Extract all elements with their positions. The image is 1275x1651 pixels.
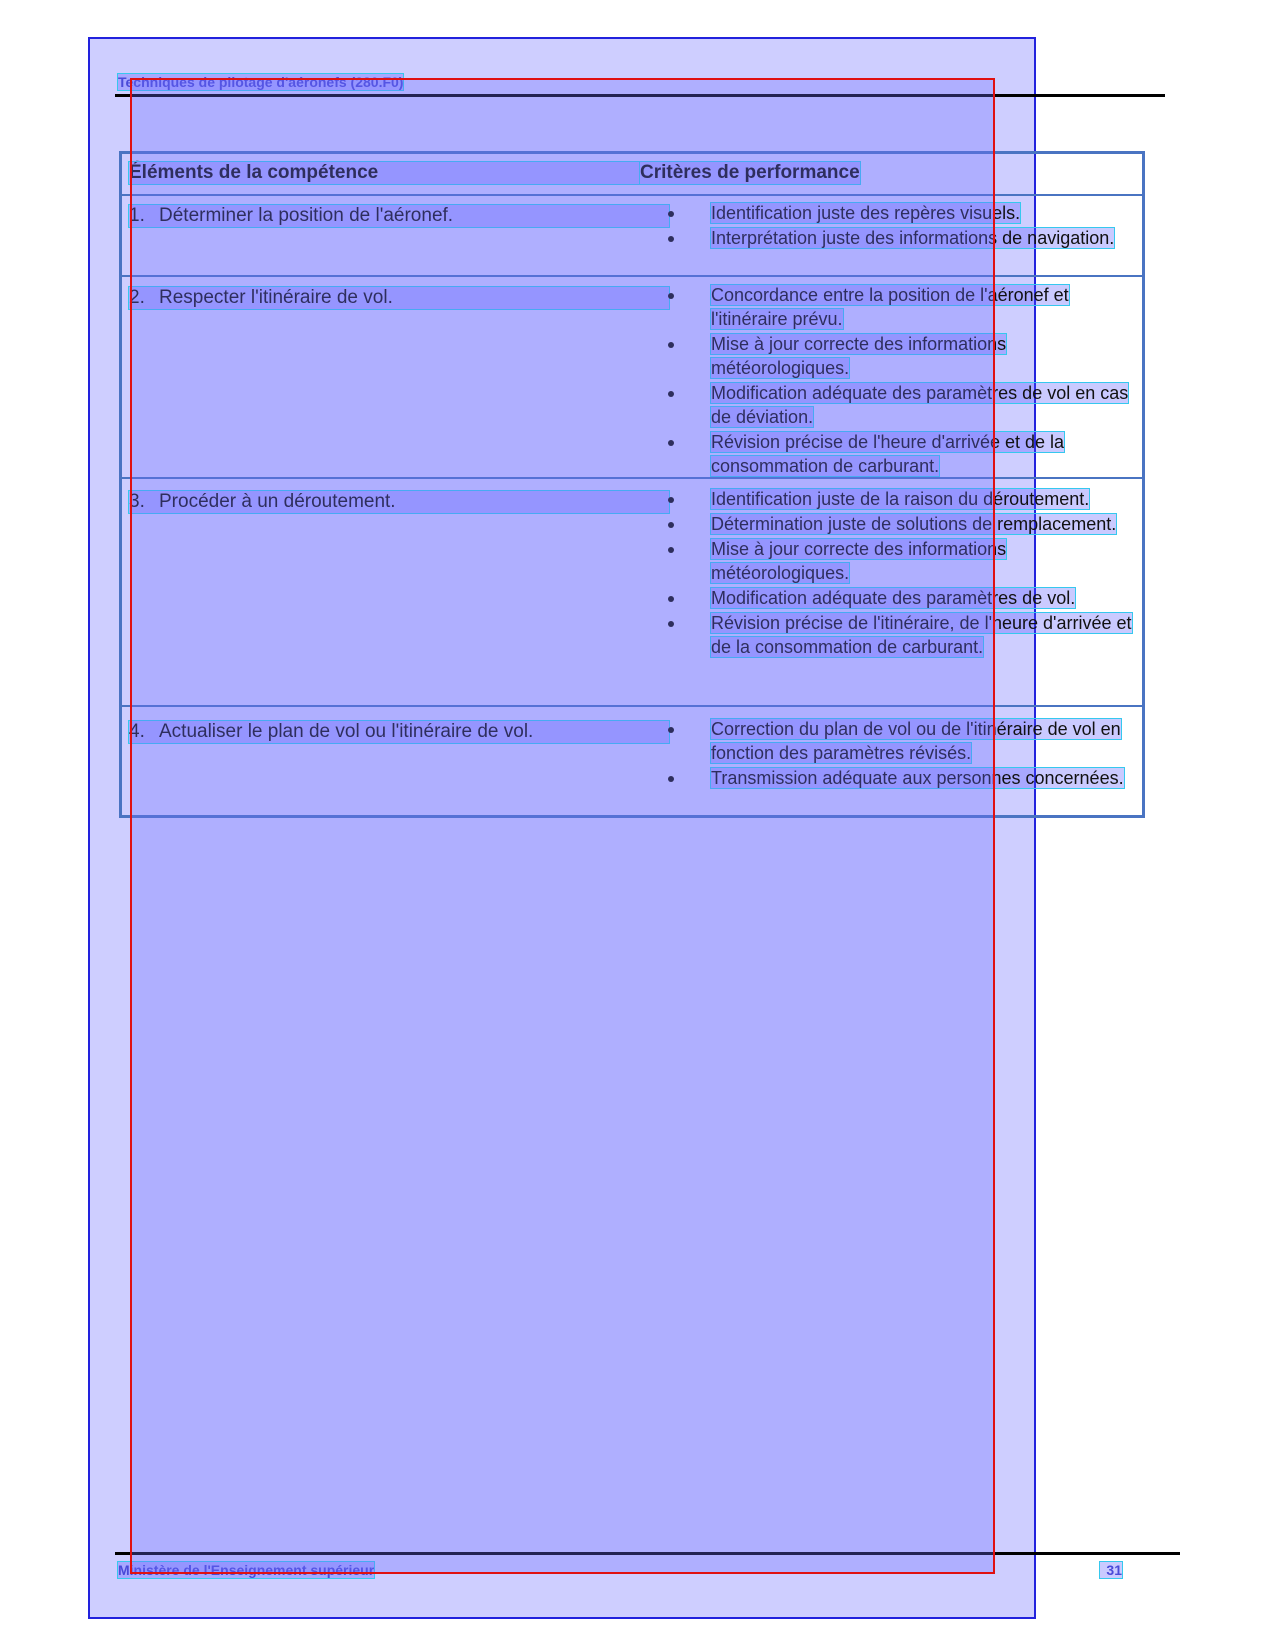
criteria-item: Concordance entre la position de l'aéronef et l'itinéraire prévu. <box>668 283 1138 331</box>
element-text: Actualiser le plan de vol ou l'itinéraire de vol. <box>159 721 534 742</box>
page-header-title: Techniques de pilotage d'aéronefs (280.F0) <box>118 74 404 90</box>
annotation-inner-region <box>130 78 995 1574</box>
criteria-item: Modification adéquate des paramètres de vol. <box>668 586 1138 610</box>
criteria-item: Interprétation juste des informations de navigation. <box>668 226 1138 250</box>
col-header-elements: Éléments de la compétence <box>129 162 639 184</box>
footer-ministry: Ministère de l'Enseignement supérieur <box>118 1562 375 1578</box>
criteria-item: Détermination juste de solutions de remplacement. <box>668 512 1138 536</box>
element-number: 4. <box>129 721 145 742</box>
criteria-item: Identification juste de la raison du déroutement. <box>668 487 1138 511</box>
element-number: 3. <box>129 491 145 512</box>
criteria-item: Correction du plan de vol ou de l'itinéraire de vol en fonction des paramètres révisés. <box>668 717 1138 765</box>
element-text: Procéder à un déroutement. <box>159 491 396 512</box>
criteria-item: Transmission adéquate aux personnes concernées. <box>668 766 1138 790</box>
criteria-item: Modification adéquate des paramètres de vol en cas de déviation. <box>668 381 1138 429</box>
criteria-item: Mise à jour correcte des informations météorologiques. <box>668 537 1138 585</box>
criteria-item: Mise à jour correcte des informations météorologiques. <box>668 332 1138 380</box>
element-number: 1. <box>129 205 145 226</box>
element-number: 2. <box>129 287 145 308</box>
element-text: Respecter l'itinéraire de vol. <box>159 287 393 308</box>
element-text: Déterminer la position de l'aéronef. <box>159 205 454 226</box>
criteria-item: Révision précise de l'heure d'arrivée et de la consommation de carburant. <box>668 430 1138 478</box>
page-number: 31 <box>1100 1562 1122 1578</box>
col-header-criteria: Critères de performance <box>640 162 860 183</box>
criteria-item: Identification juste des repères visuels. <box>668 201 1138 225</box>
criteria-item: Révision précise de l'itinéraire, de l'heure d'arrivée et de la consommation de carburant. <box>668 611 1138 659</box>
